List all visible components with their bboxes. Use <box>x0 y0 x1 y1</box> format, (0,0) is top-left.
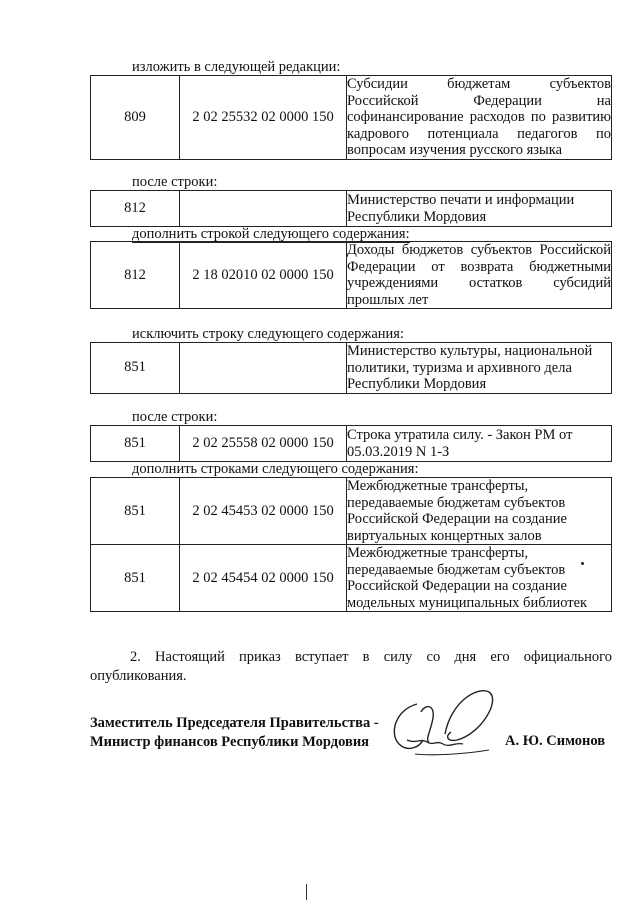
revenue-table <box>90 425 612 462</box>
revenue-name-line: Российской Федерации на создание <box>347 578 567 594</box>
revenue-name-line: передаваемые бюджетам субъектов <box>347 494 566 511</box>
page-mark <box>306 884 307 900</box>
revenue-name-line: Республики Мордовия <box>347 376 487 392</box>
budget-class-code: 2 02 45454 02 0000 150 <box>180 545 347 612</box>
revenue-name-line: Межбюджетные трансферты, <box>347 478 529 494</box>
budget-class-code: 2 18 02010 02 0000 150 <box>180 242 347 309</box>
revenue-table <box>90 190 612 227</box>
revenue-name <box>347 545 612 612</box>
table-row <box>91 426 612 462</box>
revenue-name-line: передаваемые бюджетам субъектов <box>347 561 566 578</box>
admin-code: 851 <box>91 545 180 612</box>
budget-class-code: 2 02 25558 02 0000 150 <box>180 426 347 462</box>
revenue-table <box>90 477 612 612</box>
revenue-table <box>90 75 612 160</box>
budget-class-code <box>180 343 347 394</box>
instruction-label: после строки: <box>132 409 218 425</box>
budget-class-code <box>180 191 347 227</box>
revenue-name-line: вопросам изучения русского языка <box>347 142 563 158</box>
revenue-name-line: политики, туризма и архивного дела <box>347 359 572 376</box>
revenue-name <box>347 76 612 160</box>
revenue-name-line: Российской Федерации на <box>347 92 611 109</box>
revenue-name <box>347 343 612 394</box>
revenue-name-line: Российской Федерации на создание <box>347 511 567 527</box>
signatory-position-line: Заместитель Председателя Правительства - <box>90 715 379 731</box>
table-row <box>91 545 612 612</box>
admin-code: 851 <box>91 426 180 462</box>
revenue-name-line: Доходы бюджетов субъектов Российской <box>347 242 611 258</box>
budget-class-code: 2 02 25532 02 0000 150 <box>180 76 347 160</box>
admin-code: 812 <box>91 191 180 227</box>
revenue-name-line: Республики Мордовия <box>347 208 487 225</box>
revenue-name-line: Министерство культуры, национальной <box>347 343 593 359</box>
admin-code: 851 <box>91 343 180 394</box>
revenue-name <box>347 191 612 227</box>
table-row <box>91 191 612 227</box>
revenue-name <box>347 426 612 462</box>
revenue-name-line: Субсидии бюджетам субъектов <box>347 76 611 92</box>
admin-code: 851 <box>91 478 180 545</box>
instruction-label: после строки: <box>132 174 218 190</box>
revenue-table <box>90 342 612 394</box>
revenue-name-line: модельных муниципальных библиотек <box>347 594 588 611</box>
table-row <box>91 478 612 545</box>
signatory-name: А. Ю. Симонов <box>505 733 606 749</box>
instruction-label: дополнить строкой следующего содержания: <box>132 226 410 242</box>
revenue-table <box>90 241 612 309</box>
stray-mark <box>581 562 584 565</box>
instruction-label: дополнить строками следующего содержания: <box>132 461 419 477</box>
revenue-name-line: софинансирование расходов по развитию <box>347 109 611 125</box>
instruction-label: изложить в следующей редакции: <box>132 59 341 75</box>
revenue-name-line: кадрового потенциала педагогов по <box>347 125 611 142</box>
admin-code: 812 <box>91 242 180 309</box>
revenue-name-line: прошлых лет <box>347 291 429 308</box>
budget-class-code: 2 02 45453 02 0000 150 <box>180 478 347 545</box>
revenue-name-line: учреждениями остатков субсидий <box>347 275 611 291</box>
table-row <box>91 76 612 160</box>
table-row <box>91 343 612 394</box>
signatory-position <box>90 714 379 752</box>
revenue-name-line: Федерации от возврата бюджетными <box>347 258 611 275</box>
revenue-name-line: виртуальных концертных залов <box>347 527 542 544</box>
order-paragraph: 2. Настоящий приказ вступает в силу со дня его официального опубликования. <box>90 649 612 684</box>
revenue-name <box>347 242 612 309</box>
table-row <box>91 242 612 309</box>
handwritten-signature <box>385 682 505 762</box>
revenue-name <box>347 478 612 545</box>
revenue-name-line: Строка утратила силу. - Закон РМ от <box>347 427 573 443</box>
revenue-name-line: 05.03.2019 N 1-З <box>347 443 450 460</box>
revenue-name-line: Межбюджетные трансферты, <box>347 545 529 561</box>
revenue-name-line: Министерство печати и информации <box>347 192 575 208</box>
signatory-position-line: Министр финансов Республики Мордовия <box>90 734 370 750</box>
admin-code: 809 <box>91 76 180 160</box>
instruction-label: исключить строку следующего содержания: <box>132 326 404 342</box>
